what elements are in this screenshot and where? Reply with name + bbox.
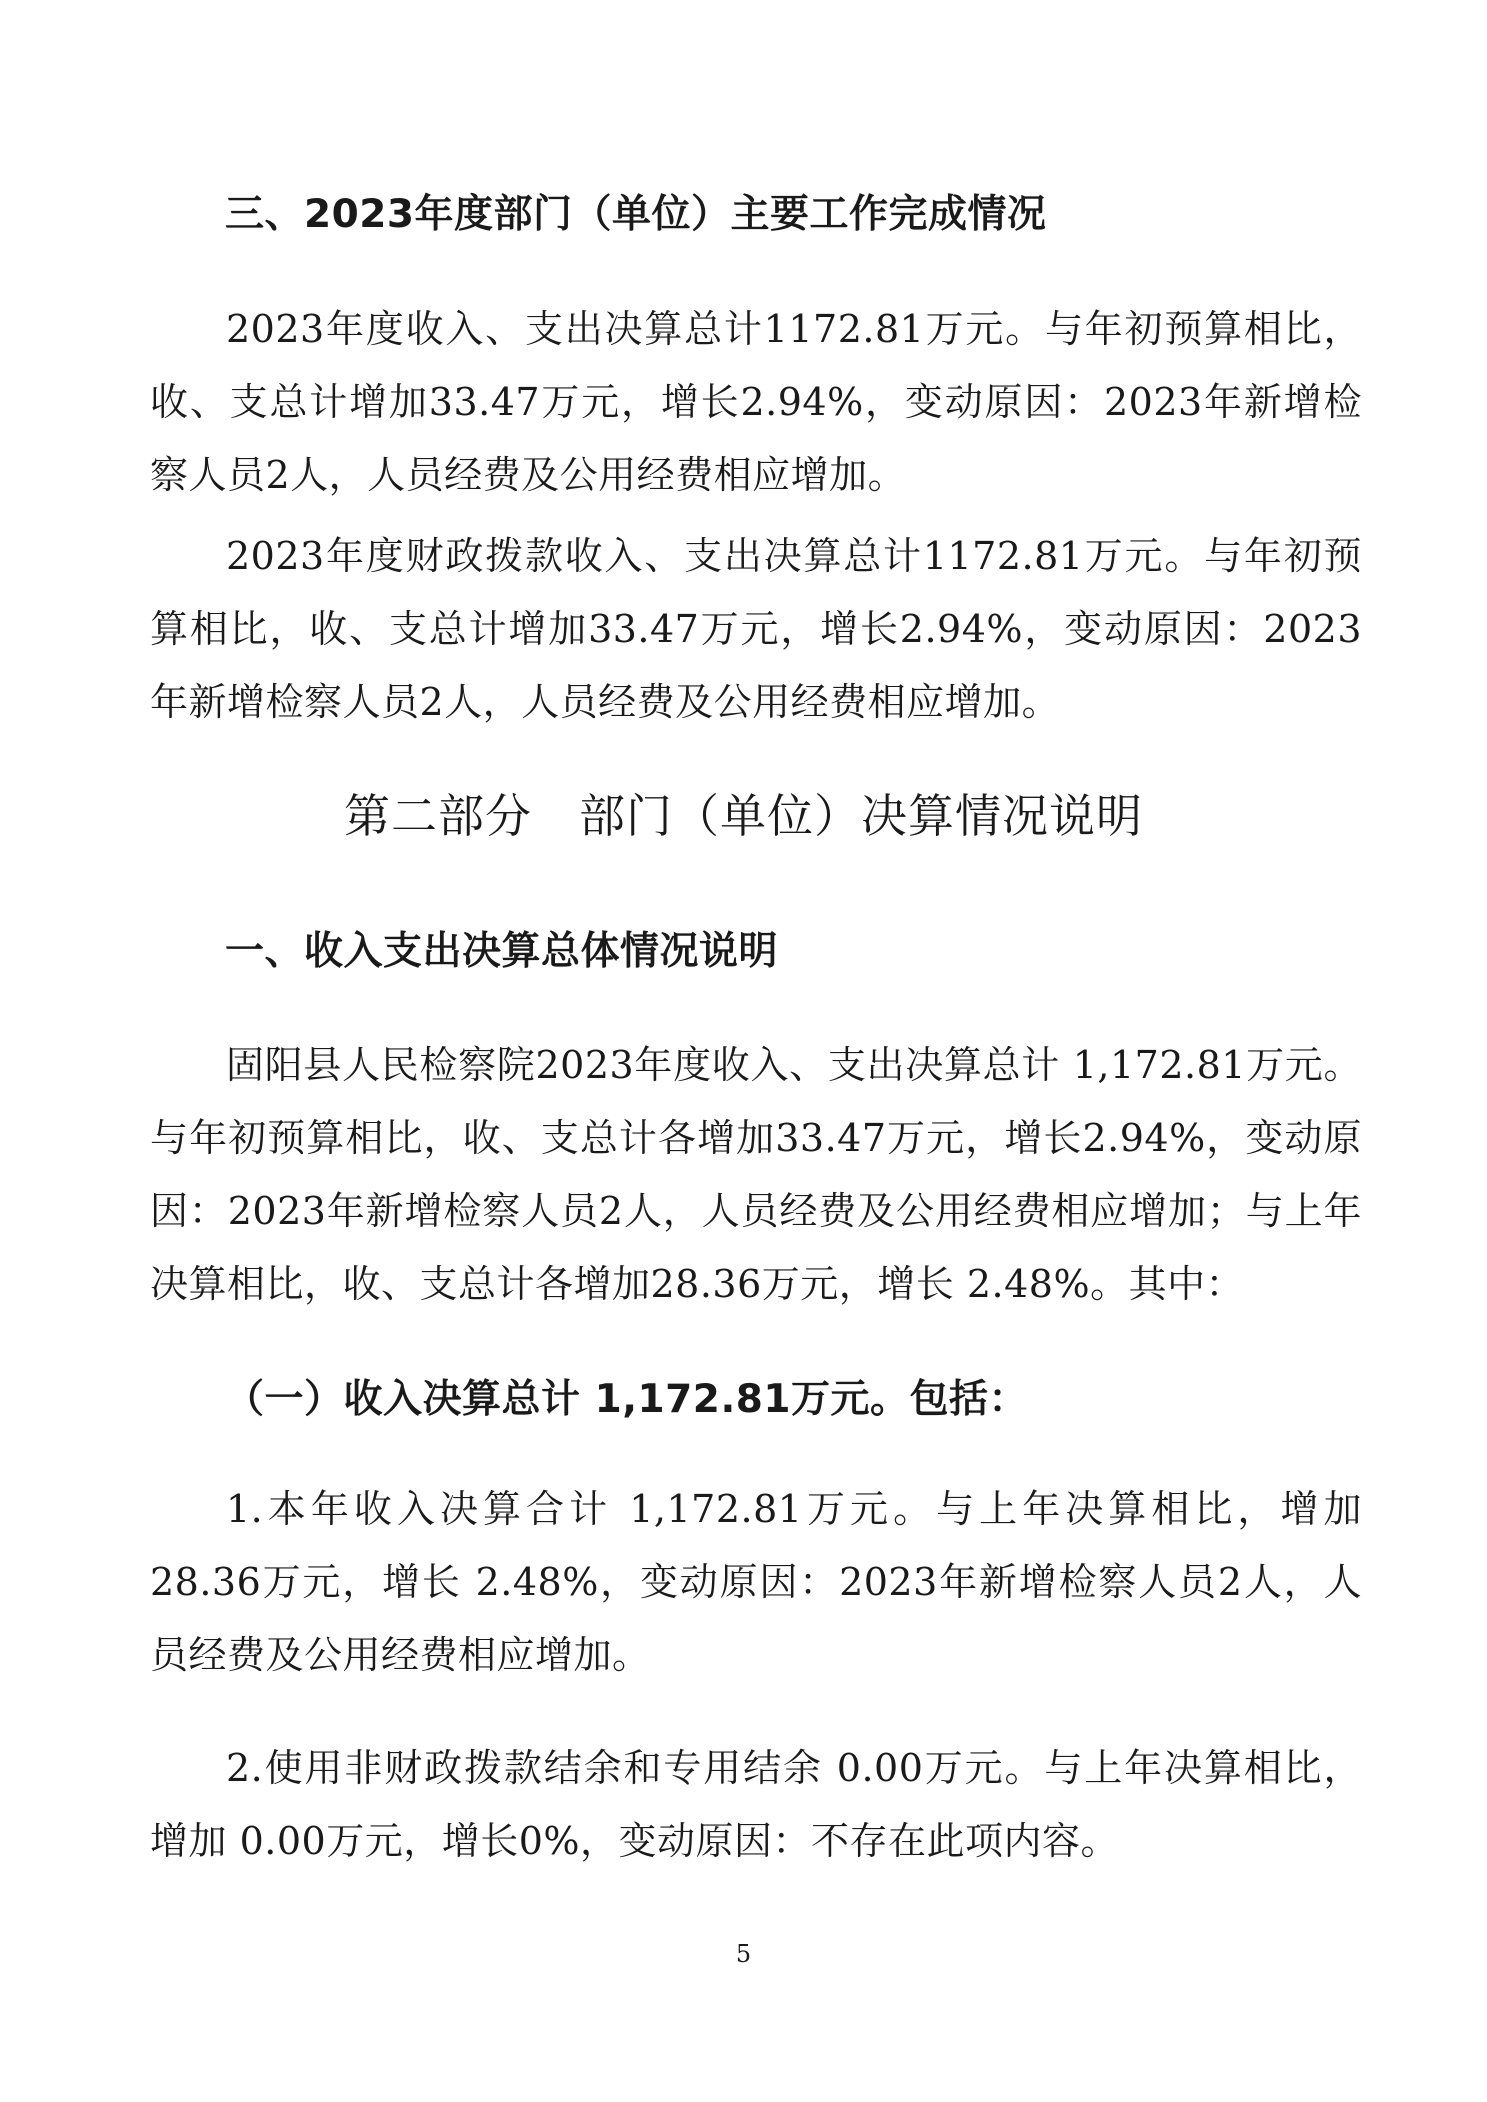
section-heading-overall: 一、收入支出决算总体情况说明 [225,929,779,974]
paragraph-total-budget: 2023年度收入、支出决算总计1172.81万元。与年初预算相比，收、支总计增加33.47万元，增长2.94%，变动原因：2023年新增检察人员2人，人员经费及公用经费相应增加。 [150,307,1362,497]
paragraph-non-fiscal-balance: 2.使用非财政拨款结余和专用结余 0.00万元。与上年决算相比，增加 0.00万元，增长0%，变动原因：不存在此项内容。 [150,1746,1362,1863]
paragraph-current-year-income: 1.本年收入决算合计 1,172.81万元。与上年决算相比，增加28.36万元，增长 2.48%，变动原因：2023年新增检察人员2人，人员经费及公用经费相应增加。 [150,1487,1362,1677]
part-two-title: 第二部分 部门（单位）决算情况说明 [344,789,1143,843]
section-heading-work-completion: 三、2023年度部门（单位）主要工作完成情况 [225,192,1047,237]
paragraph-fiscal-appropriation: 2023年度财政拨款收入、支出决算总计1172.81万元。与年初预算相比，收、支总计增加33.47万元，增长2.94%，变动原因：2023年新增检察人员2人，人员经费及公用经费相应增加。 [150,534,1362,724]
page-number: 5 [735,1940,752,1968]
subsection-heading-income-total: （一）收入决算总计 1,172.81万元。包括： [225,1377,1029,1422]
paragraph-overall-description: 固阳县人民检察院2023年度收入、支出决算总计 1,172.81万元。与年初预算相比，收、支总计各增加33.47万元，增长2.94%，变动原因：2023年新增检察人员2人，人员经费及公用经费相应增加；与上年决算相比，收、支总计各增加28.36万元，增长 2.48%。其中： [150,1043,1362,1306]
